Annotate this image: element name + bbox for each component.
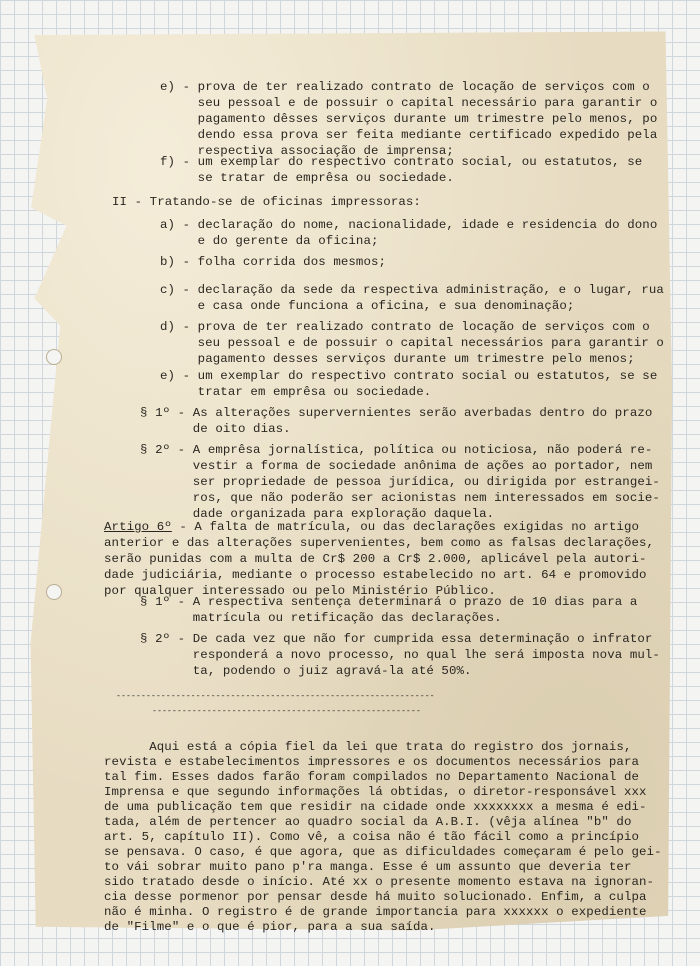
list-item-line: e do gerente da oficina; xyxy=(160,234,379,248)
list-item-line: e) - um exemplar do respectivo contrato social ou estatutos, se se xyxy=(160,369,658,383)
note-line: art. 5, capítulo II). Como vê, a coisa não é tão fácil como a princípio xyxy=(104,830,640,844)
list-item-line: b) - folha corrida dos mesmos; xyxy=(160,255,387,269)
note-line: de uma publicação tem que residir na cidade onde xxxxxxxx a mesma é edi- xyxy=(104,800,647,814)
paragraph-line: responderá a novo processo, no qual lhe será imposta nova mul- xyxy=(140,648,660,662)
paragraph-line: § 1º - A respectiva sentença determinará o prazo de 10 dias para a xyxy=(140,595,638,609)
paragraph-line: § 2º - A emprêsa jornalística, política ou noticiosa, não poderá re- xyxy=(140,443,653,457)
list-item-line: a) - declaração do nome, nacionalidade, idade e residencia do dono xyxy=(160,218,658,232)
item-f-line: se tratar de emprêsa ou sociedade. xyxy=(160,171,454,185)
paragraph-line: matrícula ou retificação das declarações. xyxy=(140,611,502,625)
article-text: - A falta de matrícula, ou das declarações exigidas no artigo xyxy=(171,520,640,534)
paragraph-line: vestir a forma de sociedade anônima de ações ao portador, nem xyxy=(140,459,653,473)
paragraph-line: dade organizada para exploração daquela. xyxy=(140,507,495,521)
item-e-line: seu pessoal e de possuir o capital necessário para garantir o xyxy=(160,96,658,110)
paragraph-line: ser propriedade de pessoa jurídica, ou dirigida por estrangei- xyxy=(140,475,660,489)
note-line: não é minha. O registro é de grande importancia para xxxxxx o expediente xyxy=(104,905,647,919)
note-line: tada, além de pertencer ao quadro social da A.B.I. (vêja alínea "b" do xyxy=(104,815,632,829)
note-line: revista e estabelecimentos impressores e os documentos necessários para xyxy=(104,755,640,769)
article-line: por qualquer interessado ou pelo Ministério Público. xyxy=(104,584,496,598)
item-e-line: pagamento dêsses serviços durante um trimestre pelo menos, po xyxy=(160,112,658,126)
note-line: de "Filme" e o que é pior, para a sua saída. xyxy=(104,920,436,934)
note-line: to vái sobrar muito pano p'ra manga. Esse é um assunto que deveria ter xyxy=(104,860,632,874)
note-line: Aqui está a cópia fiel da lei que trata do registro dos jornais, xyxy=(104,740,632,754)
paragraph-line: § 1º - As alterações supervernientes serão averbadas dentro do prazo xyxy=(140,406,653,420)
divider: ------------------------------------------------------ xyxy=(152,707,421,716)
item-e-line: dendo essa prova ser feita mediante certificado expedido pela xyxy=(160,128,658,142)
article-label: Artigo 6º xyxy=(104,520,172,534)
list-item-line: c) - declaração da sede da respectiva administração, e o lugar, rua xyxy=(160,283,664,297)
note-line: Imprensa e que segundo informações lá obtidas, o diretor-responsável xxx xyxy=(104,785,647,799)
note-line: cia desse pormenor por pensar desde há muito solucionado. Enfim, a culpa xyxy=(104,890,647,904)
article-line: serão punidas com a multa de Cr$ 200 a Cr$ 2.000, aplicável pela autori- xyxy=(104,552,647,566)
list-item-line: d) - prova de ter realizado contrato de locação de serviços com o xyxy=(160,320,650,334)
paragraph-line: ros, que não poderão ser acionistas nem interessados em socie- xyxy=(140,491,660,505)
paragraph-line: § 2º - De cada vez que não for cumprida essa determinação o infrator xyxy=(140,632,653,646)
item-f-line: f) - um exemplar do respectivo contrato social, ou estatutos, se xyxy=(160,155,643,169)
list-item-line: pagamento desses serviços durante um trimestre pelo menos; xyxy=(160,352,635,366)
divider: ---------------------------------------------------------------- xyxy=(116,692,435,701)
item-e-line: e) - prova de ter realizado contrato de locação de serviços com o xyxy=(160,80,650,94)
note-line: tal fim. Esses dados farão foram compilados no Departamento Nacional de xyxy=(104,770,640,784)
section-heading: II - Tratando-se de oficinas impressoras: xyxy=(112,195,421,209)
paragraph-line: ta, podendo o juiz agravá-la até 50%. xyxy=(140,664,472,678)
list-item-line: seu pessoal e de possuir o capital necessários para garantir o xyxy=(160,336,664,350)
list-item-line: e casa onde funciona a oficina, e sua denominação; xyxy=(160,299,575,313)
note-line: se pensava. O caso, é que agora, que as dificuldades começaram é pelo gei- xyxy=(104,845,662,859)
note-line: sido tratado desde o início. Até xx o presente momento estava na ignoran- xyxy=(104,875,655,889)
article-first-line xyxy=(104,520,639,534)
list-item-line: tratar em emprêsa ou sociedade. xyxy=(160,385,432,399)
article-line: dade judiciária, mediante o processo estabelecido no art. 64 e promovido xyxy=(104,568,647,582)
item-e-line: respectiva associação de imprensa; xyxy=(160,144,454,158)
paragraph-line: de oito dias. xyxy=(140,422,291,436)
article-line: anterior e das alterações supervenientes, bem como as falsas declarações, xyxy=(104,536,655,550)
